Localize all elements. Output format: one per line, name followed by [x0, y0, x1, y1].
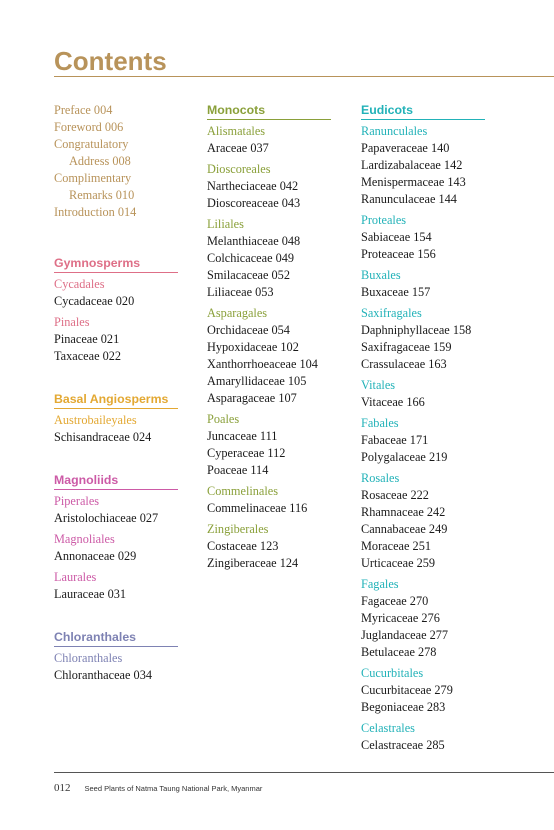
family-entry[interactable]: Zingiberaceae 124 — [207, 556, 299, 570]
order-heading: Laurales — [54, 570, 97, 584]
family-entry[interactable]: Poaceae 114 — [207, 463, 269, 477]
family-entry[interactable]: Juglandaceae 277 — [361, 628, 449, 642]
family-entry[interactable]: Aristolochiaceae 027 — [54, 511, 159, 525]
family-entry[interactable]: Annonaceae 029 — [54, 549, 137, 563]
family-entry[interactable]: Rosaceae 222 — [361, 488, 429, 502]
family-entry[interactable]: Asparagaceae 107 — [207, 391, 297, 405]
section-heading: Eudicots — [361, 102, 485, 120]
toc-column-3 — [361, 102, 551, 754]
family-entry[interactable]: Colchicaceae 049 — [207, 251, 295, 265]
toc-section — [54, 391, 204, 446]
family-entry[interactable]: Sabiaceae 154 — [361, 230, 432, 244]
order-heading: Piperales — [54, 494, 100, 508]
section-heading: Gymnosperms — [54, 255, 178, 273]
family-entry[interactable]: Chloranthaceae 034 — [54, 668, 152, 682]
family-entry[interactable]: Crassulaceae 163 — [361, 357, 447, 371]
family-entry[interactable]: Proteaceae 156 — [361, 247, 436, 261]
order-heading: Rosales — [361, 471, 400, 485]
family-entry[interactable]: Betulaceae 278 — [361, 645, 437, 659]
front-matter-item[interactable]: Congratulatory — [54, 137, 129, 151]
family-entry[interactable]: Cannabaceae 249 — [361, 522, 448, 536]
family-entry[interactable]: Lardizabalaceae 142 — [361, 158, 463, 172]
order-heading: Cycadales — [54, 277, 105, 291]
toc-section — [361, 102, 551, 754]
family-entry[interactable]: Menispermaceae 143 — [361, 175, 466, 189]
order-heading: Austrobaileyales — [54, 413, 137, 427]
family-entry[interactable]: Polygalaceae 219 — [361, 450, 448, 464]
family-entry[interactable]: Myricaceae 276 — [361, 611, 440, 625]
front-matter-item[interactable]: Introduction 014 — [54, 205, 137, 219]
family-entry[interactable]: Begoniaceae 283 — [361, 700, 446, 714]
front-matter-list — [54, 102, 204, 221]
col3-sections — [361, 102, 551, 754]
front-matter-item[interactable]: Preface 004 — [54, 103, 113, 117]
family-entry[interactable]: Hypoxidaceae 102 — [207, 340, 299, 354]
family-entry[interactable]: Juncaceae 111 — [207, 429, 278, 443]
order-heading: Cucurbitales — [361, 666, 424, 680]
order-heading: Zingiberales — [207, 522, 269, 536]
title-rule — [54, 76, 554, 77]
family-entry[interactable]: Fagaceae 270 — [361, 594, 429, 608]
page-title: Contents — [54, 46, 167, 76]
family-entry[interactable]: Buxaceae 157 — [361, 285, 431, 299]
order-heading: Fabales — [361, 416, 399, 430]
family-entry[interactable]: Smilacaceae 052 — [207, 268, 290, 282]
family-entry[interactable]: Commelinaceae 116 — [207, 501, 308, 515]
family-entry[interactable]: Papaveraceae 140 — [361, 141, 450, 155]
toc-column-1 — [54, 102, 204, 684]
family-entry[interactable]: Nartheciaceae 042 — [207, 179, 299, 193]
toc-section — [54, 472, 204, 603]
book-title: Seed Plants of Natma Taung National Park, Myanmar — [84, 784, 263, 793]
front-matter-item[interactable]: Remarks 010 — [69, 188, 135, 202]
order-heading: Ranunculales — [361, 124, 428, 138]
family-entry[interactable]: Daphniphyllaceae 158 — [361, 323, 472, 337]
order-heading: Commelinales — [207, 484, 279, 498]
section-heading: Monocots — [207, 102, 331, 120]
toc-column-2 — [207, 102, 357, 572]
page-number: 012 — [54, 782, 71, 794]
order-heading: Alismatales — [207, 124, 266, 138]
family-entry[interactable]: Dioscoreaceae 043 — [207, 196, 301, 210]
family-entry[interactable]: Lauraceae 031 — [54, 587, 127, 601]
order-heading: Fagales — [361, 577, 399, 591]
family-entry[interactable]: Schisandraceae 024 — [54, 430, 152, 444]
order-heading: Buxales — [361, 268, 401, 282]
front-matter-item[interactable]: Address 008 — [69, 154, 131, 168]
family-entry[interactable]: Moraceae 251 — [361, 539, 431, 553]
family-entry[interactable]: Amaryllidaceae 105 — [207, 374, 307, 388]
order-heading: Vitales — [361, 378, 396, 392]
front-matter-item[interactable]: Foreword 006 — [54, 120, 124, 134]
section-heading: Magnoliids — [54, 472, 178, 490]
section-heading: Chloranthales — [54, 629, 178, 647]
family-entry[interactable]: Rhamnaceae 242 — [361, 505, 446, 519]
page-footer — [54, 778, 262, 796]
family-entry[interactable]: Saxifragaceae 159 — [361, 340, 452, 354]
family-entry[interactable]: Taxaceae 022 — [54, 349, 122, 363]
order-heading: Saxifragales — [361, 306, 422, 320]
order-heading: Poales — [207, 412, 240, 426]
family-entry[interactable]: Cucurbitaceae 279 — [361, 683, 453, 697]
family-entry[interactable]: Fabaceae 171 — [361, 433, 429, 447]
order-heading: Asparagales — [207, 306, 268, 320]
toc-section — [54, 629, 204, 684]
order-heading: Celastrales — [361, 721, 415, 735]
family-entry[interactable]: Cyperaceae 112 — [207, 446, 286, 460]
family-entry[interactable]: Xanthorrhoeaceae 104 — [207, 357, 318, 371]
col1-sections — [54, 255, 204, 684]
footer-rule — [54, 772, 554, 773]
order-heading: Liliales — [207, 217, 244, 231]
family-entry[interactable]: Pinaceae 021 — [54, 332, 120, 346]
family-entry[interactable]: Vitaceae 166 — [361, 395, 425, 409]
family-entry[interactable]: Celastraceae 285 — [361, 738, 445, 752]
order-heading: Dioscoreales — [207, 162, 271, 176]
order-heading: Magnoliales — [54, 532, 115, 546]
family-entry[interactable]: Araceae 037 — [207, 141, 269, 155]
family-entry[interactable]: Melanthiaceae 048 — [207, 234, 301, 248]
family-entry[interactable]: Costaceae 123 — [207, 539, 279, 553]
section-heading: Basal Angiosperms — [54, 391, 178, 409]
family-entry[interactable]: Orchidaceae 054 — [207, 323, 290, 337]
family-entry[interactable]: Ranunculaceae 144 — [361, 192, 457, 206]
family-entry[interactable]: Cycadaceae 020 — [54, 294, 135, 308]
col2-sections — [207, 102, 357, 572]
order-heading: Chloranthales — [54, 651, 123, 665]
toc-section — [54, 255, 204, 365]
order-heading: Proteales — [361, 213, 407, 227]
family-entry[interactable]: Urticaceae 259 — [361, 556, 436, 570]
order-heading: Pinales — [54, 315, 90, 329]
toc-section — [207, 102, 357, 572]
family-entry[interactable]: Liliaceae 053 — [207, 285, 274, 299]
front-matter-item[interactable]: Complimentary — [54, 171, 132, 185]
